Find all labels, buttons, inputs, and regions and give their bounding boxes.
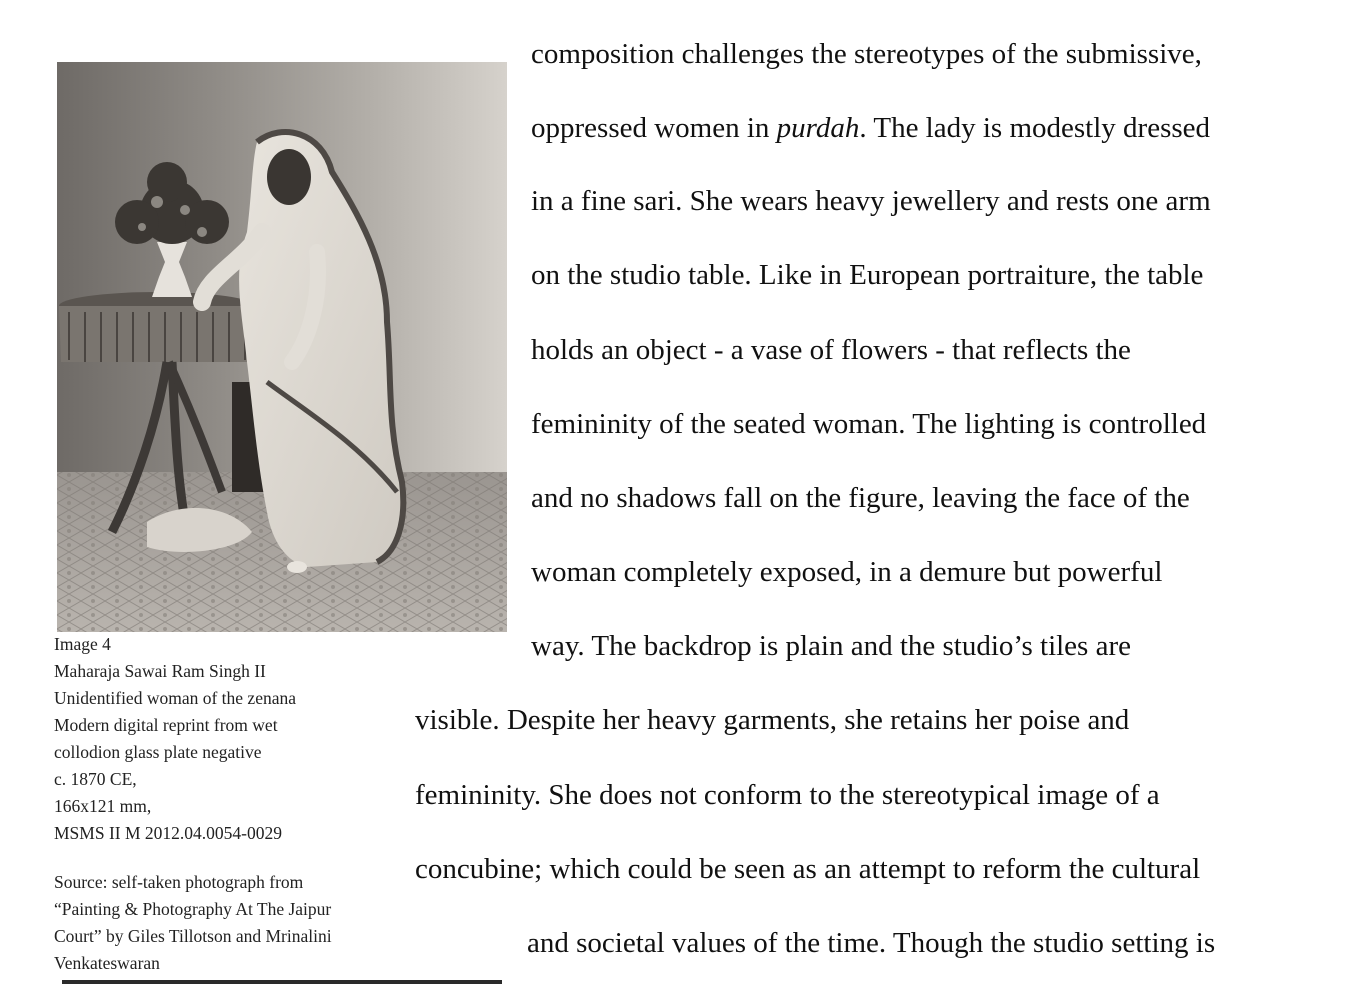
next-image-edge [62, 980, 502, 984]
body-text-emphasis: purdah [776, 112, 860, 144]
caption-line: 166x121 mm, [54, 796, 152, 816]
caption-line: MSMS II M 2012.04.0054-0029 [54, 823, 283, 843]
body-text-line: in a fine sari. She wears heavy jewellery and rests one arm [531, 185, 1211, 217]
caption-line: collodion glass plate negative [54, 742, 262, 762]
figure-photograph [57, 62, 507, 632]
photograph-image [57, 62, 507, 632]
body-text-line: femininity. She does not conform to the stereotypical image of a [415, 779, 1160, 811]
body-text-line: femininity of the seated woman. The lighting is controlled [531, 408, 1207, 440]
caption-line: Image 4 [54, 634, 111, 654]
body-text-segment: oppressed women in [531, 112, 777, 144]
body-text-segment: . The lady is modestly dressed [859, 112, 1211, 144]
caption-line: c. 1870 CE, [54, 769, 137, 789]
caption-line: Modern digital reprint from wet [54, 715, 278, 735]
source-line: Court” by Giles Tillotson and Mrinalini [54, 926, 332, 946]
body-text-line [531, 112, 1210, 145]
body-text-line: composition challenges the stereotypes of the submissive, [531, 38, 1202, 70]
body-text-line: visible. Despite her heavy garments, she retains her poise and [415, 704, 1130, 736]
source-line: Venkateswaran [54, 953, 160, 973]
body-text-line: and no shadows fall on the figure, leaving the face of the [531, 482, 1190, 514]
body-text-line: on the studio table. Like in European portraiture, the table [531, 259, 1204, 291]
body-text-line: concubine; which could be seen as an attempt to reform the cultural [415, 853, 1201, 885]
source-line: Source: self-taken photograph from [54, 872, 304, 892]
body-text-line: way. The backdrop is plain and the studio’s tiles are [531, 630, 1131, 662]
figure-caption [54, 631, 404, 977]
caption-line: Unidentified woman of the zenana [54, 688, 296, 708]
body-text-line: holds an object - a vase of flowers - that reflects the [531, 334, 1131, 366]
caption-line: Maharaja Sawai Ram Singh II [54, 661, 266, 681]
body-text-line: and societal values of the time. Though the studio setting is [527, 927, 1216, 959]
source-line: “Painting & Photography At The Jaipur [54, 899, 332, 919]
body-text-line: woman completely exposed, in a demure but powerful [531, 556, 1163, 588]
